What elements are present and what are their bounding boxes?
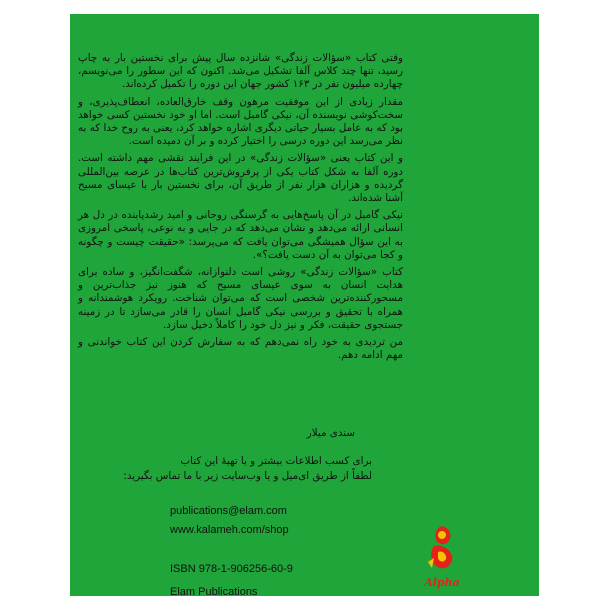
blurb-paragraph-3: و این کتاب یعنی «سؤالات زندگی» در این فرایند نقشی مهم داشته است. دوره آلفا به شکل کتاب یکی از پرفروش‌ترین کتاب‌ها در عرصه بین‌المللی گردیده و هزاران هزار نفر از طریق آن، برای نخستین بار با عیسای مسیح آشنا شده‌اند. [78, 152, 403, 205]
author-signature: سندی میلار [306, 427, 355, 439]
blurb-text [78, 52, 403, 366]
blurb-paragraph-4: نیکی گامبل در آن پاسخ‌هایی به گرسنگی روحانی و امید رشدیابنده در دل هر انسانی ارائه می‌دهد و نشان می‌دهد که در جایی و به نوعی، پاسخی امروزی به این سؤال همیشگی می‌توان یافت که می‌پرسد: «حقیقت چیست و چگونه و کجا می‌توان به آن دست یافت؟». [78, 209, 403, 261]
blurb-paragraph-2: مقدار زیادی از این موفقیت مرهون وقف خارق‌العاده، انعطاف‌پذیری، و سخت‌کوشی نویسنده آن، نیکی گامبل است. اما او خود نخستین کسی خواهد بود که به عامل بسیار حیاتی دیگری اشاره خواهد کرد، یعنی به روح خدا که به نظر می‌رسد این دوره درسی را اختیار کرده و بر آن دمیده است. [78, 95, 403, 148]
publisher-name: Elam Publications [170, 586, 258, 598]
contact-line-2: لطفاً از طریق ای‌میل و یا وب‌سایت زیر با ما تماس بگیرید: [123, 470, 372, 482]
blurb-paragraph-1: وقتی کتاب «سؤالات زندگی» شانزده سال پیش برای نخستین بار به چاپ رسید، تنها چند کلاس آلفا تشکیل می‌شد. اکنون که این سطور را می‌نویسم، چهارده میلیون نفر در ۱۶۳ کشور جهان این دوره را تکمیل کرده‌اند. [78, 52, 403, 91]
contact-line-1: برای کسب اطلاعات بیشتر و یا تهیهٔ این کتاب [180, 455, 372, 467]
email-address[interactable]: publications@elam.com [170, 505, 287, 517]
website-url[interactable]: www.kalameh.com/shop [170, 524, 289, 536]
blurb-paragraph-5: کتاب «سؤالات زندگی» روشی است دلنوازانه، شگفت‌انگیز، و ساده برای هدایت انسان به سوی عیسای مسیح که هنوز نیز جذاب‌ترین و مسحورکننده‌ترین شخصی است که می‌توان شناخت. رویکرد هوشمندانه و همراه با تحقیق و بررسی نیکی گامبل انسان را قادر می‌سازد تا در زمینه جستجوی حقیقت، فکر و نیز دل خود را کاملاً دخیل سازد. [78, 266, 403, 331]
isbn-number: ISBN 978-1-906256-60-9 [170, 563, 293, 575]
blurb-paragraph-6: من تردیدی به خود راه نمی‌دهم که به سفارش کردن این کتاب خواندنی و مهم ادامه دهم. [78, 336, 403, 362]
alpha-logo-icon [420, 522, 464, 590]
alpha-logo-text: Alpha [424, 576, 460, 589]
contact-info [98, 454, 372, 484]
